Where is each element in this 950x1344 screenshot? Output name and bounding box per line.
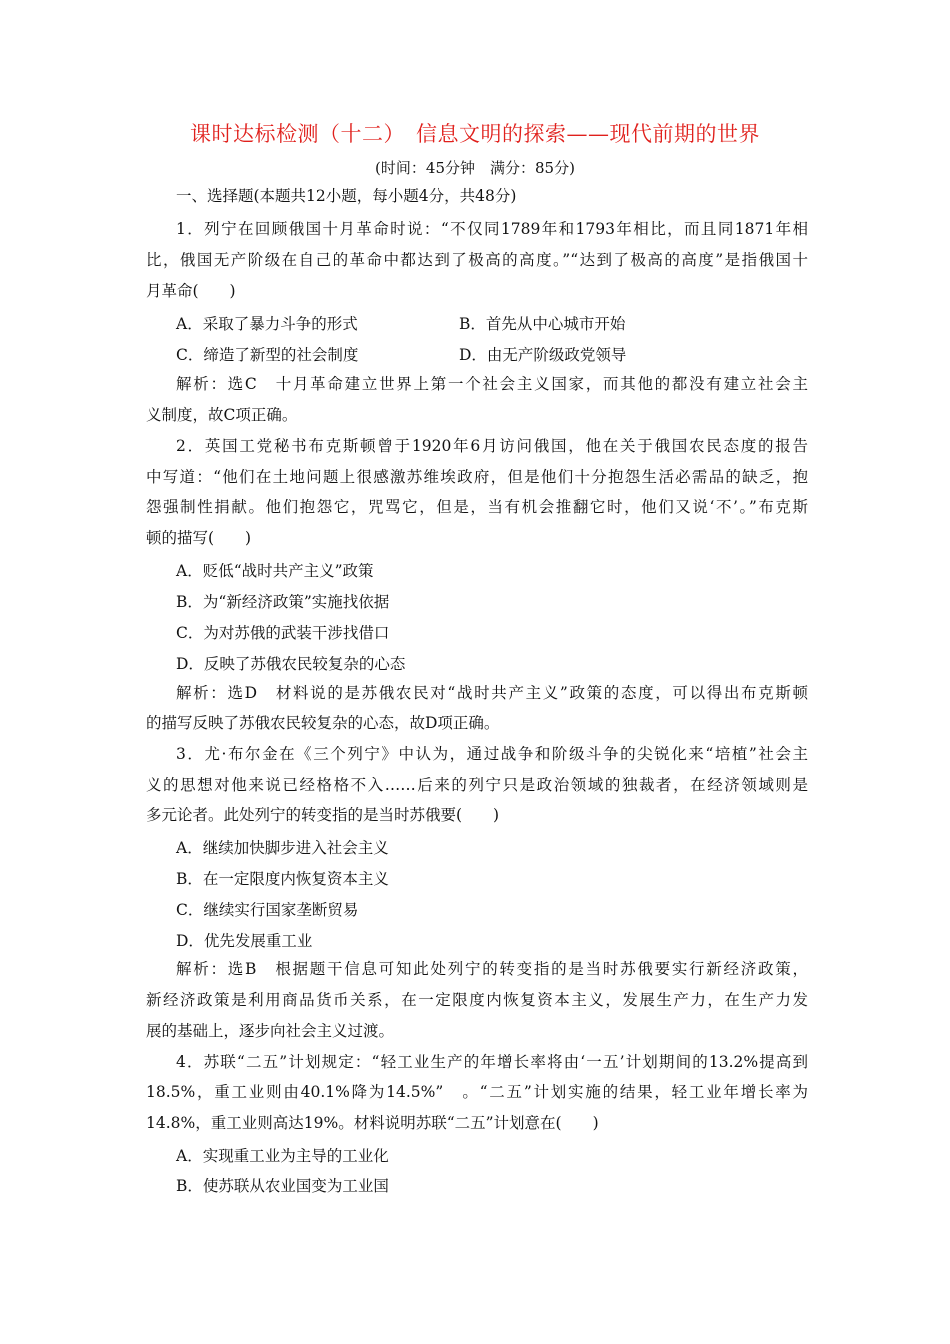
question-3-line-1: 3．尤·布尔金在《三个列宁》中认为，通过战争和阶级斗争的尖锐化来“培植”社会主 [176,745,808,763]
question-1-option-d: D．由无产阶级政党领导 [459,346,627,364]
question-2-option-d: D．反映了苏俄农民较复杂的心态 [176,655,406,673]
section-heading: 一、选择题(本题共12小题，每小题4分，共48分) [176,187,517,205]
question-1-explanation-line-2: 义制度，故C项正确。 [146,406,298,424]
question-2-option-c: C．为对苏俄的武装干涉找借口 [176,624,390,642]
question-3-explanation-line-3: 展的基础上，逐步向社会主义过渡。 [146,1022,395,1040]
question-1-explanation-line-1: 解析：选C 十月革命建立世界上第一个社会主义国家，而其他的都没有建立社会主 [176,375,808,393]
question-4-line-2: 18.5%，重工业则由40.1%降为14.5%” 。“二五”计划实施的结果，轻工业年增长率为 [146,1083,808,1101]
question-4-option-b: B．使苏联从农业国变为工业国 [176,1177,389,1195]
question-2-line-2: 中写道：“他们在土地问题上很感激苏维埃政府，但是他们十分抱怨生活必需品的缺乏，抱 [146,468,808,486]
question-1-line-2: 比，俄国无产阶级在自己的革命中都达到了极高的高度。”“达到了极高的高度”是指俄国十 [146,251,808,269]
question-1-option-a: A．采取了暴力斗争的形式 [176,315,358,333]
question-3-option-b: B．在一定限度内恢复资本主义 [176,870,389,888]
question-2-explanation-line-2: 的描写反映了苏俄农民较复杂的心态，故D项正确。 [146,714,500,732]
question-3-option-d: D．优先发展重工业 [176,932,313,950]
page-title: 课时达标检测（十二） 信息文明的探索——现代前期的世界 [190,122,760,146]
question-2-line-3: 怨强制性捐献。他们抱怨它，咒骂它，但是，当有机会推翻它时，他们又说‘不’。”布克斯 [146,498,808,516]
question-2-option-b: B．为“新经济政策”实施找依据 [176,593,390,611]
question-1-option-b: B．首先从中心城市开始 [459,315,626,333]
question-4-line-1: 4．苏联“二五”计划规定：“轻工业生产的年增长率将由‘一五’计划期间的13.2%提高到 [176,1053,808,1071]
question-3-line-2: 义的思想对他来说已经格格不入……后来的列宁只是政治领域的独裁者，在经济领域则是 [146,776,808,794]
question-2-explanation-line-1: 解析：选D 材料说的是苏俄农民对“战时共产主义”政策的态度，可以得出布克斯顿 [176,684,808,702]
question-1-option-c: C．缔造了新型的社会制度 [176,346,359,364]
question-4-line-3: 14.8%，重工业则高达19%。材料说明苏联“二五”计划意在( ) [146,1114,599,1132]
question-3-option-a: A．继续加快脚步进入社会主义 [176,839,389,857]
question-3-explanation-line-1: 解析：选B 根据题干信息可知此处列宁的转变指的是当时苏俄要实行新经济政策， [176,960,808,978]
question-3-line-3: 多元论者。此处列宁的转变指的是当时苏俄要( ) [146,806,500,824]
question-3-explanation-line-2: 新经济政策是利用商品货币关系，在一定限度内恢复资本主义，发展生产力，在生产力发 [146,991,808,1009]
question-3-option-c: C．继续实行国家垄断贸易 [176,901,359,919]
question-1-line-3: 月革命( ) [146,282,236,300]
exam-info: (时间：45分钟 满分：85分) [375,159,575,177]
question-2-option-a: A．贬低“战时共产主义”政策 [176,562,374,580]
question-2-line-1: 2．英国工党秘书布克斯顿曾于1920年6月访问俄国，他在关于俄国农民态度的报告 [176,437,808,455]
question-2-line-4: 顿的描写( ) [146,529,252,547]
question-1-line-1: 1．列宁在回顾俄国十月革命时说：“不仅同1789年和1793年相比，而且同1871年相 [176,220,808,238]
question-4-option-a: A．实现重工业为主导的工业化 [176,1147,389,1165]
